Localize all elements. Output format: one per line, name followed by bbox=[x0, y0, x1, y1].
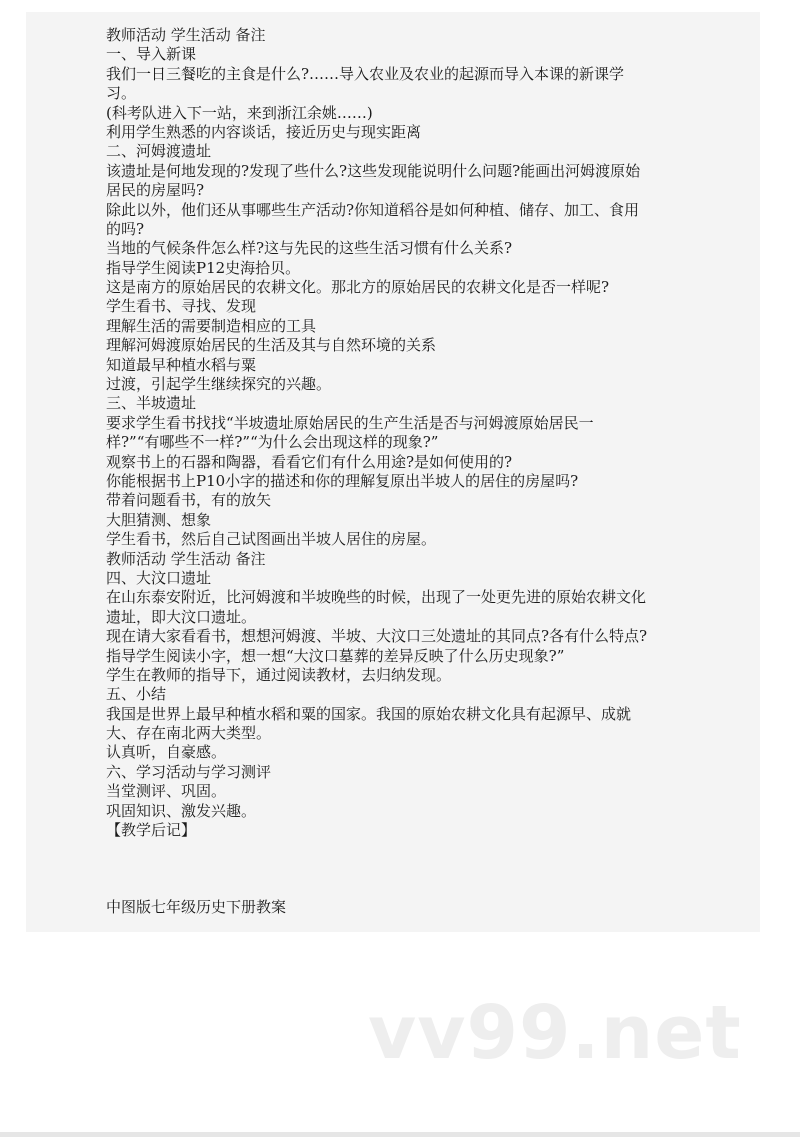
text-line: 指导学生阅读小字，想一想“大汶口墓葬的差异反映了什么历史现象?” bbox=[106, 646, 565, 665]
text-line: 【教学后记】 bbox=[106, 821, 197, 840]
text-line: 过渡，引起学生继续探究的兴趣。 bbox=[106, 375, 332, 394]
page-bottom-rule bbox=[0, 1132, 800, 1137]
text-line: 样?”“有哪些不一样?”“为什么会出现这样的现象?” bbox=[106, 433, 439, 452]
text-line: 大、存在南北两大类型。 bbox=[106, 724, 272, 743]
text-line: 我国是世界上最早种植水稻和粟的国家。我国的原始农耕文化具有起源早、成就 bbox=[106, 704, 632, 723]
text-line: 三、半坡遗址 bbox=[106, 394, 197, 413]
text-line: 这是南方的原始居民的农耕文化。那北方的原始居民的农耕文化是否一样呢? bbox=[106, 278, 610, 297]
text-line: 带着问题看书，有的放矢 bbox=[106, 491, 272, 510]
text-line: 六、学习活动与学习测评 bbox=[106, 762, 272, 781]
text-line: 指导学生阅读P12史海拾贝。 bbox=[106, 258, 301, 277]
text-line: 学生看书、寻找、发现 bbox=[106, 297, 257, 316]
text-line: 四、大汶口遗址 bbox=[106, 568, 212, 587]
text-line: 二、河姆渡遗址 bbox=[106, 142, 212, 161]
text-line: 当堂测评、巩固。 bbox=[106, 782, 227, 801]
text-line: 习。 bbox=[106, 84, 137, 103]
text-line: 理解河姆渡原始居民的生活及其与自然环境的关系 bbox=[106, 336, 437, 355]
text-line: 巩固知识、激发兴趣。 bbox=[106, 801, 257, 820]
text-line: 五、小结 bbox=[106, 685, 167, 704]
document-page bbox=[26, 12, 760, 932]
document-footer: 中图版七年级历史下册教案 bbox=[106, 898, 287, 917]
text-line: 利用学生熟悉的内容谈话，接近历史与现实距离 bbox=[106, 122, 422, 141]
text-line: 你能根据书上P10小字的描述和你的理解复原出半坡人的居住的房屋吗? bbox=[106, 471, 579, 490]
text-line: 学生看书，然后自己试图画出半坡人居住的房屋。 bbox=[106, 530, 437, 549]
text-line: 教师活动 学生活动 备注 bbox=[106, 26, 266, 44]
text-line: 我们一日三餐吃的主食是什么?……导入农业及农业的起源而导入本课的新课学 bbox=[106, 64, 625, 83]
lesson-plan-text bbox=[106, 26, 746, 918]
text-line: 的吗? bbox=[106, 219, 145, 238]
text-line: 大胆猜测、想象 bbox=[106, 510, 212, 529]
text-line: 教师活动 学生活动 备注 bbox=[106, 549, 266, 568]
text-line: 要求学生看书找找“半坡遗址原始居民的生产生活是否与河姆渡原始居民一 bbox=[106, 413, 594, 432]
text-line: 认真听，自豪感。 bbox=[106, 743, 227, 762]
text-line: 当地的气候条件怎么样?这与先民的这些生活习惯有什么关系? bbox=[106, 239, 513, 258]
text-line: 观察书上的石器和陶器，看看它们有什么用途?是如何使用的? bbox=[106, 452, 513, 471]
text-line: 居民的房屋吗? bbox=[106, 181, 205, 200]
text-line: 理解生活的需要制造相应的工具 bbox=[106, 316, 317, 335]
text-line: 除此以外，他们还从事哪些生产活动?你知道稻谷是如何种植、储存、加工、食用 bbox=[106, 200, 640, 219]
site-watermark: vv99.net bbox=[368, 990, 742, 1076]
text-line: 一、导入新课 bbox=[106, 45, 197, 64]
text-line: 遗址，即大汶口遗址。 bbox=[106, 607, 257, 626]
text-line: 在山东泰安附近，比河姆渡和半坡晚些的时候，出现了一处更先进的原始农耕文化 bbox=[106, 588, 647, 607]
text-line: (科考队进入下一站，来到浙江余姚……) bbox=[106, 103, 373, 122]
text-line: 该遗址是何地发现的?发现了些什么?这些发现能说明什么问题?能画出河姆渡原始 bbox=[106, 161, 641, 180]
text-line: 现在请大家看看书，想想河姆渡、半坡、大汶口三处遗址的其同点?各有什么特点? bbox=[106, 627, 648, 646]
text-line: 知道最早种植水稻与粟 bbox=[106, 355, 257, 374]
blank-gap bbox=[106, 840, 746, 898]
text-line: 学生在教师的指导下，通过阅读教材，去归纳发现。 bbox=[106, 665, 452, 684]
